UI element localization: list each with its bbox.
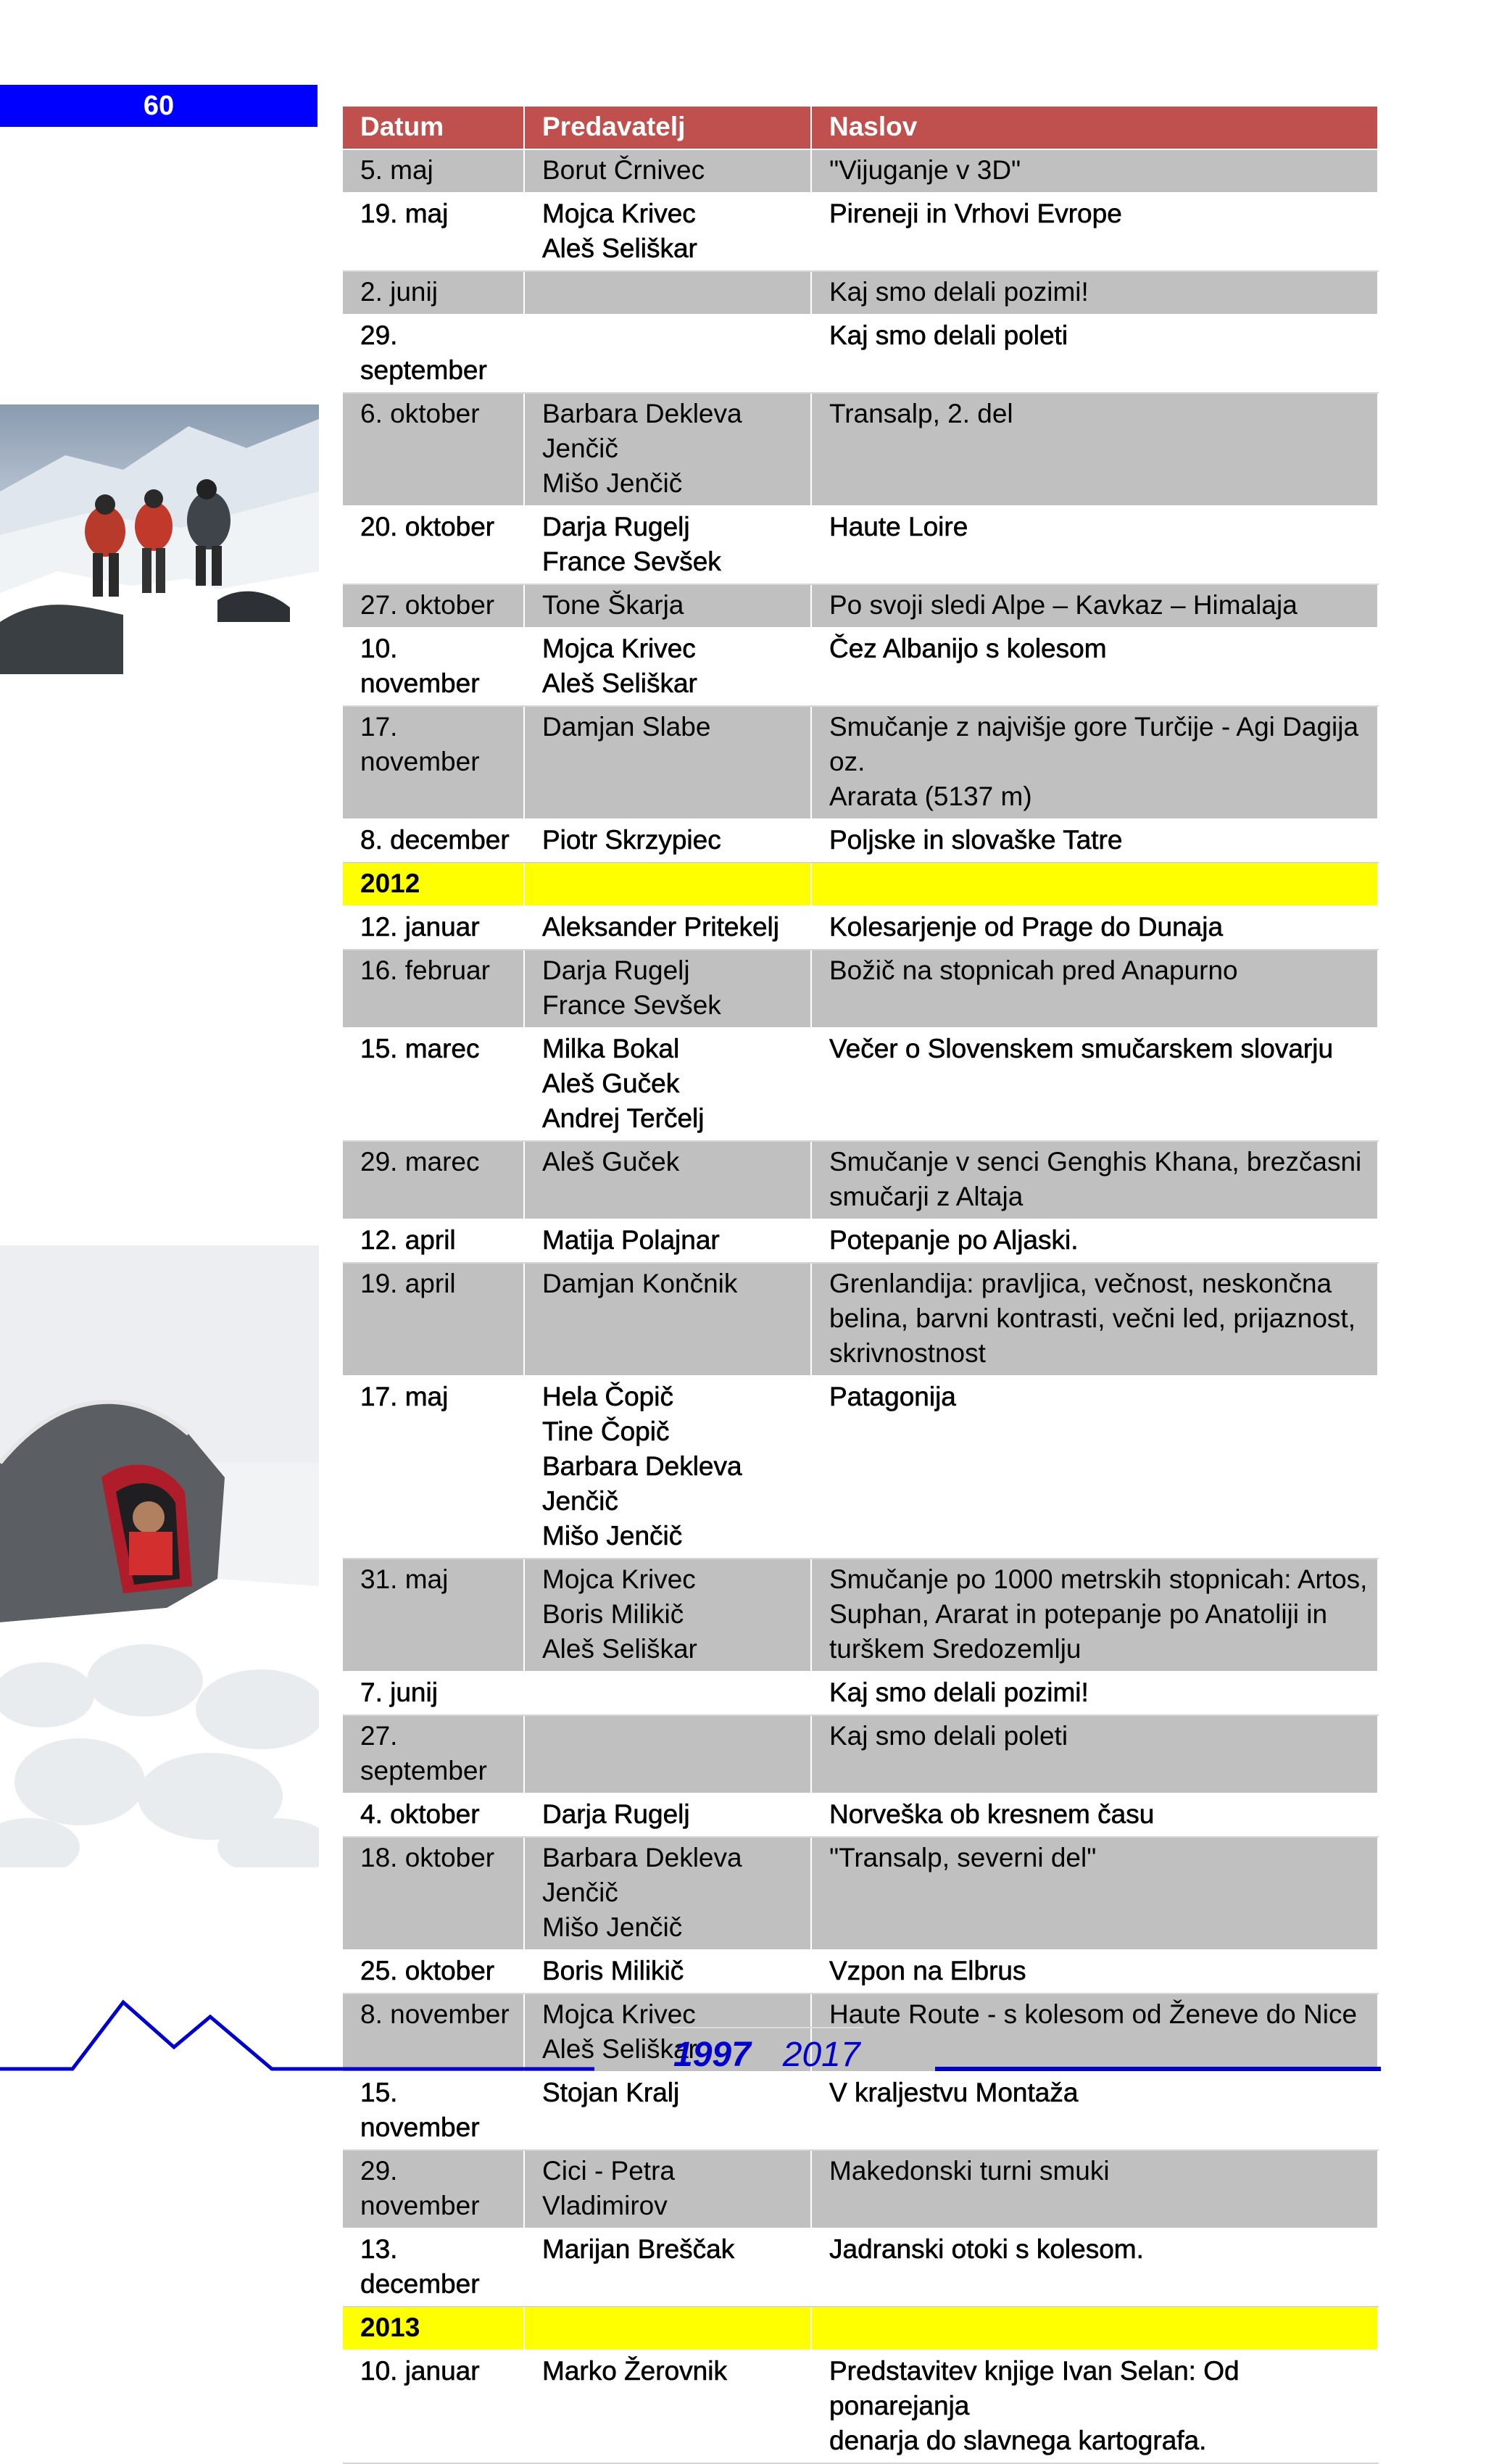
table-row [343, 315, 1378, 393]
cell-date: 4. oktober [343, 1793, 524, 1837]
title-line: Poljske in slovaške Tatre [829, 825, 1123, 855]
cell-date: 18. oktober [343, 1837, 524, 1950]
cell-date: 12. januar [343, 906, 524, 950]
title-line: Kaj smo delali pozimi! [829, 277, 1089, 307]
presenter-name: France Sevšek [542, 547, 721, 576]
cell-presenter [524, 950, 811, 1028]
title-line: Makedonski turni smuki [829, 2156, 1110, 2186]
header-presenter: Predavatelj [524, 107, 811, 149]
presenter-name: Boris Milikič [542, 1599, 684, 1629]
table-row [343, 1141, 1378, 1219]
table-row [343, 193, 1378, 271]
cell-date: 19. maj [343, 193, 524, 271]
presenter-name: Boris Milikič [542, 1956, 684, 1986]
title-line: Smučanje z najvišje gore Turčije - Agi Dagija oz. [829, 712, 1359, 776]
title-line: smučarji z Altaja [829, 1182, 1024, 1211]
title-line: Kaj smo delali poleti [829, 320, 1068, 350]
presenter-name: Stojan Kralj [542, 2078, 680, 2107]
title-line: Patagonija [829, 1382, 956, 1411]
table-row [343, 628, 1378, 706]
title-line: Pireneji in Vrhovi Evrope [829, 199, 1122, 228]
cell-title [811, 2150, 1378, 2228]
cell-title [811, 584, 1378, 628]
cell-title [811, 1559, 1378, 1672]
title-line: "Vijuganje v 3D" [829, 155, 1021, 185]
cell-title [811, 706, 1378, 819]
table-row [343, 1715, 1378, 1793]
cell-presenter [524, 1219, 811, 1263]
cell-title [811, 1376, 1378, 1559]
cell-date: 15. november [343, 2072, 524, 2150]
presenter-name: Borut Črnivec [542, 155, 705, 185]
presenter-name: Damjan Končnik [542, 1269, 738, 1298]
cell-date: 19. april [343, 1263, 524, 1376]
cell-date: 2012 [343, 863, 524, 906]
presenter-name: Aleš Seliškar [542, 2034, 697, 2064]
cell-title [811, 315, 1378, 393]
presenter-name: Piotr Skrzypiec [542, 825, 721, 855]
cell-presenter [524, 271, 811, 315]
table-row [343, 1219, 1378, 1263]
presenter-name: Mišo Jenčič [542, 1521, 683, 1551]
cell-date: 20. oktober [343, 506, 524, 584]
table-row [343, 706, 1378, 819]
presenter-name: Mišo Jenčič [542, 468, 683, 498]
title-line: skrivnostnost [829, 1338, 986, 1368]
title-line: Suphan, Ararat in potepanje po Anatoliji in [829, 1599, 1328, 1629]
presenter-name: Tine Čopič [542, 1416, 670, 1446]
cell-presenter [524, 193, 811, 271]
presenter-name: Damjan Slabe [542, 712, 711, 742]
title-line: Potepanje po Aljaski. [829, 1225, 1079, 1255]
presenter-name: Barbara Dekleva Jenčič [542, 1451, 742, 1516]
cell-date: 29. november [343, 2150, 524, 2228]
presenter-name: Darja Rugelj [542, 955, 690, 985]
title-line: turškem Sredozemlju [829, 1634, 1082, 1664]
cell-title [811, 149, 1378, 193]
presenter-name: Aleš Seliškar [542, 233, 697, 263]
title-line: Smučanje po 1000 metrskih stopnicah: Artos, [829, 1564, 1368, 1594]
presenter-name: Tone Škarja [542, 590, 684, 620]
table-row [343, 1793, 1378, 1837]
title-line: Haute Loire [829, 512, 968, 542]
footer-year-start: 1997 [673, 2035, 751, 2074]
title-line: Kolesarjenje od Prage do Dunaja [829, 912, 1224, 942]
cell-presenter [524, 2072, 811, 2150]
table-row [343, 1376, 1378, 1559]
cell-title [811, 2350, 1378, 2463]
title-line: Ararata (5137 m) [829, 781, 1032, 811]
presenter-name: Aleš Guček [542, 1147, 680, 1177]
cell-presenter [524, 1559, 811, 1672]
cell-title [811, 193, 1378, 271]
cell-presenter [524, 1837, 811, 1950]
table-row [343, 819, 1378, 863]
cell-date: 27. oktober [343, 584, 524, 628]
presenter-name: Aleksander Pritekelj [542, 912, 779, 942]
title-line: Čez Albanijo s kolesom [829, 634, 1107, 663]
cell-title [811, 271, 1378, 315]
cell-date: 17. november [343, 706, 524, 819]
presenter-name: Andrej Terčelj [542, 1103, 705, 1133]
presenter-name: Mojca Krivec [542, 1564, 696, 1594]
cell-title [811, 2307, 1378, 2350]
cell-title [811, 863, 1378, 906]
cell-title [811, 1219, 1378, 1263]
table-row [343, 2350, 1378, 2463]
footer-year-end: 2017 [782, 2035, 860, 2074]
presenter-name: Mojca Krivec [542, 1999, 696, 2029]
table-row [343, 1672, 1378, 1715]
presenter-name: Darja Rugelj [542, 1799, 690, 1829]
title-line: Kaj smo delali pozimi! [829, 1677, 1089, 1707]
cell-presenter [524, 706, 811, 819]
cell-date: 10. januar [343, 2350, 524, 2463]
cell-date: 31. maj [343, 1559, 524, 1672]
cell-date: 16. februar [343, 950, 524, 1028]
table-row [343, 2072, 1378, 2150]
presenter-name: Barbara Dekleva Jenčič [542, 399, 742, 463]
cell-date: 7. junij [343, 1672, 524, 1715]
title-line: Jadranski otoki s kolesom. [829, 2234, 1144, 2264]
table-row [343, 1559, 1378, 1672]
cell-date: 2. junij [343, 271, 524, 315]
cell-date: 2013 [343, 2307, 524, 2350]
cell-presenter [524, 2350, 811, 2463]
cell-presenter [524, 1715, 811, 1793]
cell-date: 8. november [343, 1994, 524, 2072]
presenter-name: Mišo Jenčič [542, 1912, 683, 1942]
presenter-name: Mojca Krivec [542, 199, 696, 228]
cell-date: 12. april [343, 1219, 524, 1263]
cell-title [811, 2228, 1378, 2307]
cell-date: 5. maj [343, 149, 524, 193]
year-divider-row [343, 863, 1378, 906]
table-row [343, 2150, 1378, 2228]
cell-date: 15. marec [343, 1028, 524, 1141]
page-number-text: 60 [143, 90, 175, 121]
cell-presenter [524, 1672, 811, 1715]
title-line: Kaj smo delali poleti [829, 1721, 1068, 1751]
presenter-name: Hela Čopič [542, 1382, 673, 1411]
cell-presenter [524, 2228, 811, 2307]
cell-title [811, 1837, 1378, 1950]
cell-presenter [524, 1028, 811, 1141]
presenter-name: Aleš Seliškar [542, 668, 697, 698]
table-row [343, 1263, 1378, 1376]
table-row [343, 2228, 1378, 2307]
cell-title [811, 950, 1378, 1028]
title-line: Večer o Slovenskem smučarskem slovarju [829, 1034, 1334, 1063]
presenter-name: Aleš Seliškar [542, 1634, 697, 1664]
presenter-name: Matija Polajnar [542, 1225, 720, 1255]
cell-date: 13. december [343, 2228, 524, 2307]
cell-date: 10. november [343, 628, 524, 706]
footer-years [671, 2027, 863, 2081]
title-line: belina, barvni kontrasti, večni led, prijaznost, [829, 1303, 1356, 1333]
cell-date: 29. september [343, 315, 524, 393]
cell-date: 27. september [343, 1715, 524, 1793]
photo-tent-in-snow [0, 1245, 319, 1867]
cell-date: 29. marec [343, 1141, 524, 1219]
table-row [343, 906, 1378, 950]
cell-title [811, 1028, 1378, 1141]
table-body [343, 149, 1378, 2463]
year-divider-row [343, 2307, 1378, 2350]
cell-presenter [524, 1376, 811, 1559]
cell-presenter [524, 584, 811, 628]
cell-presenter [524, 2150, 811, 2228]
page-number [0, 85, 317, 127]
cell-presenter [524, 628, 811, 706]
title-line: Vzpon na Elbrus [829, 1956, 1026, 1986]
cell-presenter [524, 906, 811, 950]
cell-presenter [524, 1141, 811, 1219]
cell-presenter [524, 1793, 811, 1837]
lecture-schedule-table [343, 107, 1379, 2464]
presenter-name: Darja Rugelj [542, 512, 690, 542]
table-header-row [343, 107, 1378, 149]
presenter-name: Marko Žerovnik [542, 2356, 727, 2386]
cell-title [811, 2072, 1378, 2150]
cell-date: 6. oktober [343, 393, 524, 506]
cell-date: 17. maj [343, 1376, 524, 1559]
cell-title [811, 1793, 1378, 1837]
title-line: Po svoji sledi Alpe – Kavkaz – Himalaja [829, 590, 1298, 620]
photo-climbers-in-snow [0, 405, 319, 674]
presenter-name: Aleš Guček [542, 1069, 680, 1098]
table-row [343, 506, 1378, 584]
cell-presenter [524, 2307, 811, 2350]
cell-presenter [524, 506, 811, 584]
cell-title [811, 1141, 1378, 1219]
cell-title [811, 628, 1378, 706]
header-title: Naslov [811, 107, 1378, 149]
title-line: Božič na stopnicah pred Anapurno [829, 955, 1238, 985]
table-row [343, 1837, 1378, 1950]
title-line: Grenlandija: pravljica, večnost, neskončna [829, 1269, 1332, 1298]
presenter-name: Mojca Krivec [542, 634, 696, 663]
title-line: Smučanje v senci Genghis Khana, brezčasni [829, 1147, 1362, 1177]
cell-presenter [524, 315, 811, 393]
header-date: Datum [343, 107, 524, 149]
cell-presenter [524, 1263, 811, 1376]
presenter-name: Marijan Breščak [542, 2234, 735, 2264]
cell-title [811, 1263, 1378, 1376]
cell-title [811, 1715, 1378, 1793]
cell-date: 8. december [343, 819, 524, 863]
table-row [343, 1028, 1378, 1141]
table-row [343, 950, 1378, 1028]
presenter-name: Cici - Petra Vladimirov [542, 2156, 675, 2220]
table-row [343, 271, 1378, 315]
table-row [343, 149, 1378, 193]
title-line: Predstavitev knjige Ivan Selan: Od ponarejanja [829, 2356, 1240, 2421]
cell-title [811, 906, 1378, 950]
table-row [343, 393, 1378, 506]
presenter-name: Milka Bokal [542, 1034, 680, 1063]
title-line: "Transalp, severni del" [829, 1843, 1097, 1872]
cell-title [811, 1672, 1378, 1715]
cell-title [811, 393, 1378, 506]
presenter-name: Barbara Dekleva Jenčič [542, 1843, 742, 1907]
title-line: V kraljestvu Montaža [829, 2078, 1079, 2107]
cell-presenter [524, 819, 811, 863]
table-row [343, 584, 1378, 628]
cell-presenter [524, 149, 811, 193]
presenter-name: France Sevšek [542, 990, 721, 1020]
cell-presenter [524, 393, 811, 506]
title-line: Transalp, 2. del [829, 399, 1013, 428]
title-line: Norveška ob kresnem času [829, 1799, 1155, 1829]
cell-title [811, 506, 1378, 584]
cell-date: 25. oktober [343, 1950, 524, 1994]
cell-title [811, 819, 1378, 863]
cell-presenter [524, 863, 811, 906]
title-line: denarja do slavnega kartografa. [829, 2426, 1207, 2455]
title-line: Haute Route - s kolesom od Ženeve do Nice [829, 1999, 1358, 2029]
